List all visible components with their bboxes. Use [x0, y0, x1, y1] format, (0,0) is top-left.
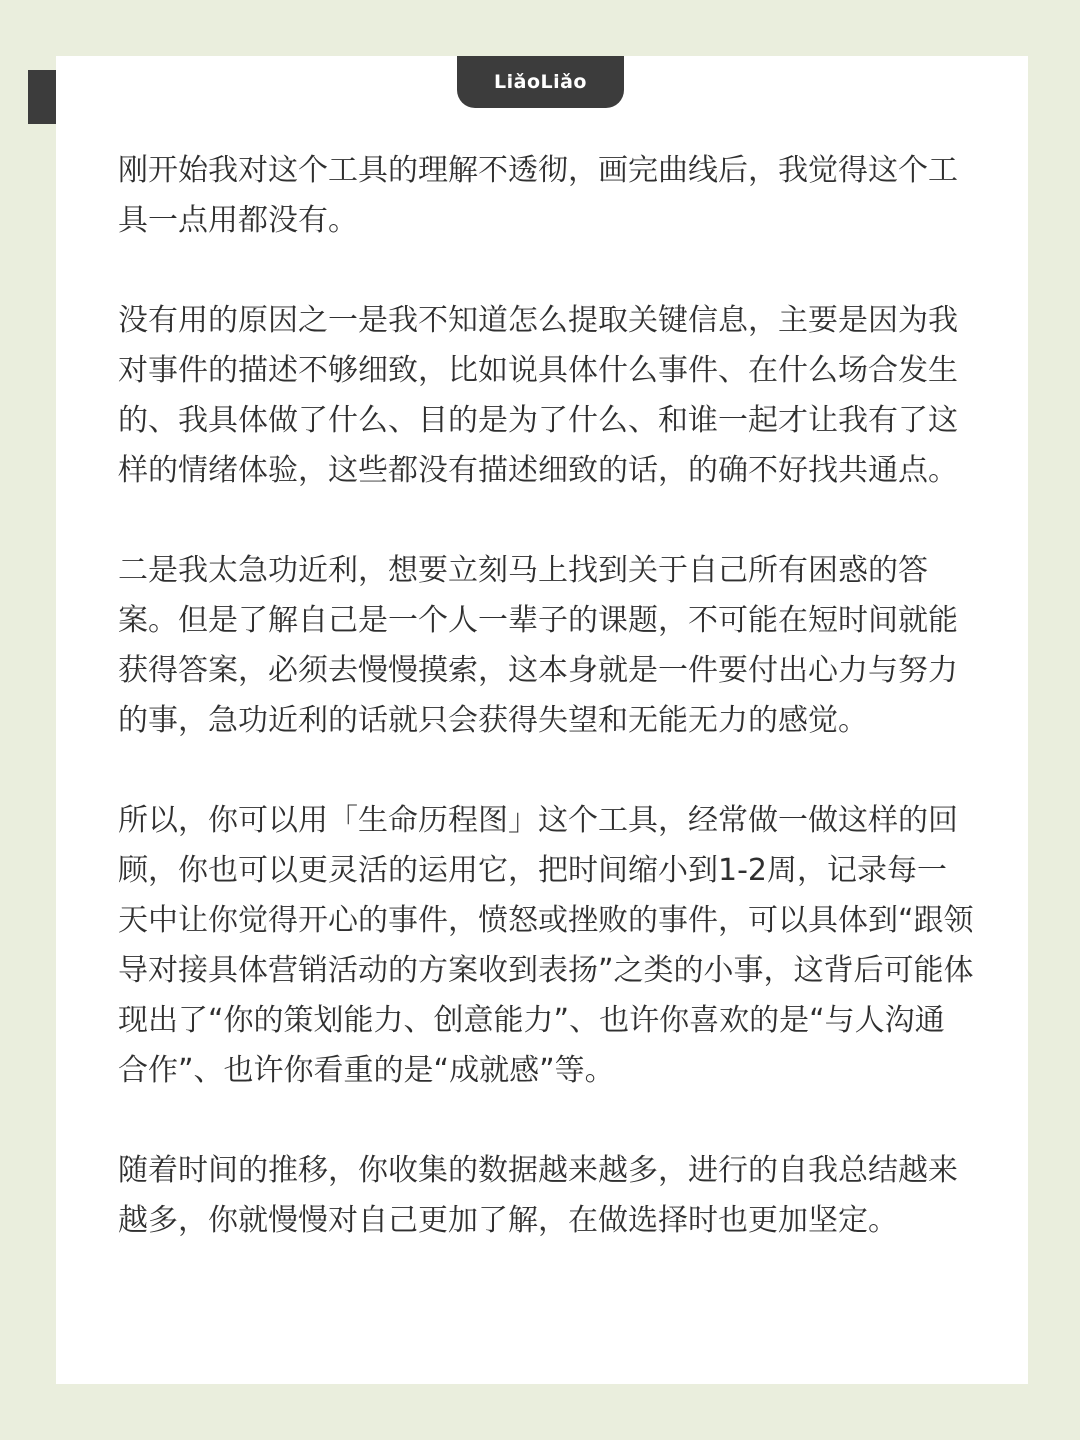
paragraph-5: 随着时间的推移，你收集的数据越来越多，进行的自我总结越来越多，你就慢慢对自己更加了解，在做选择时也更加坚定。 [118, 1153, 958, 1238]
decorative-side-bar [28, 70, 56, 124]
article-body [118, 146, 974, 1296]
brand-logo [457, 56, 624, 108]
paragraph-4: 所以，你可以用「生命历程图」这个工具，经常做一做这样的回顾，你也可以更灵活的运用它，把时间缩小到1-2周，记录每一天中让你觉得开心的事件，愤怒或挫败的事件，可以具体到“跟领导对接具体营销活动的方案收到表扬”之类的小事，这背后可能体现出了“你的策划能力、创意能力”、也许你喜欢的是“与人沟通合作”、也许你看重的是“成就感”等。 [118, 803, 974, 1088]
paragraph-3: 二是我太急功近利，想要立刻马上找到关于自己所有困惑的答案。但是了解自己是一个人一辈子的课题，不可能在短时间就能获得答案，必须去慢慢摸索，这本身就是一件要付出心力与努力的事，急功近利的话就只会获得失望和无能无力的感觉。 [118, 553, 958, 738]
brand-logo-text: LiǎoLiǎo [494, 71, 587, 93]
paragraph-1: 刚开始我对这个工具的理解不透彻，画完曲线后，我觉得这个工具一点用都没有。 [118, 153, 958, 238]
paragraph-2: 没有用的原因之一是我不知道怎么提取关键信息，主要是因为我对事件的描述不够细致，比如说具体什么事件、在什么场合发生的、我具体做了什么、目的是为了什么、和谁一起才让我有了这样的情绪体验，这些都没有描述细致的话，的确不好找共通点。 [118, 303, 958, 488]
